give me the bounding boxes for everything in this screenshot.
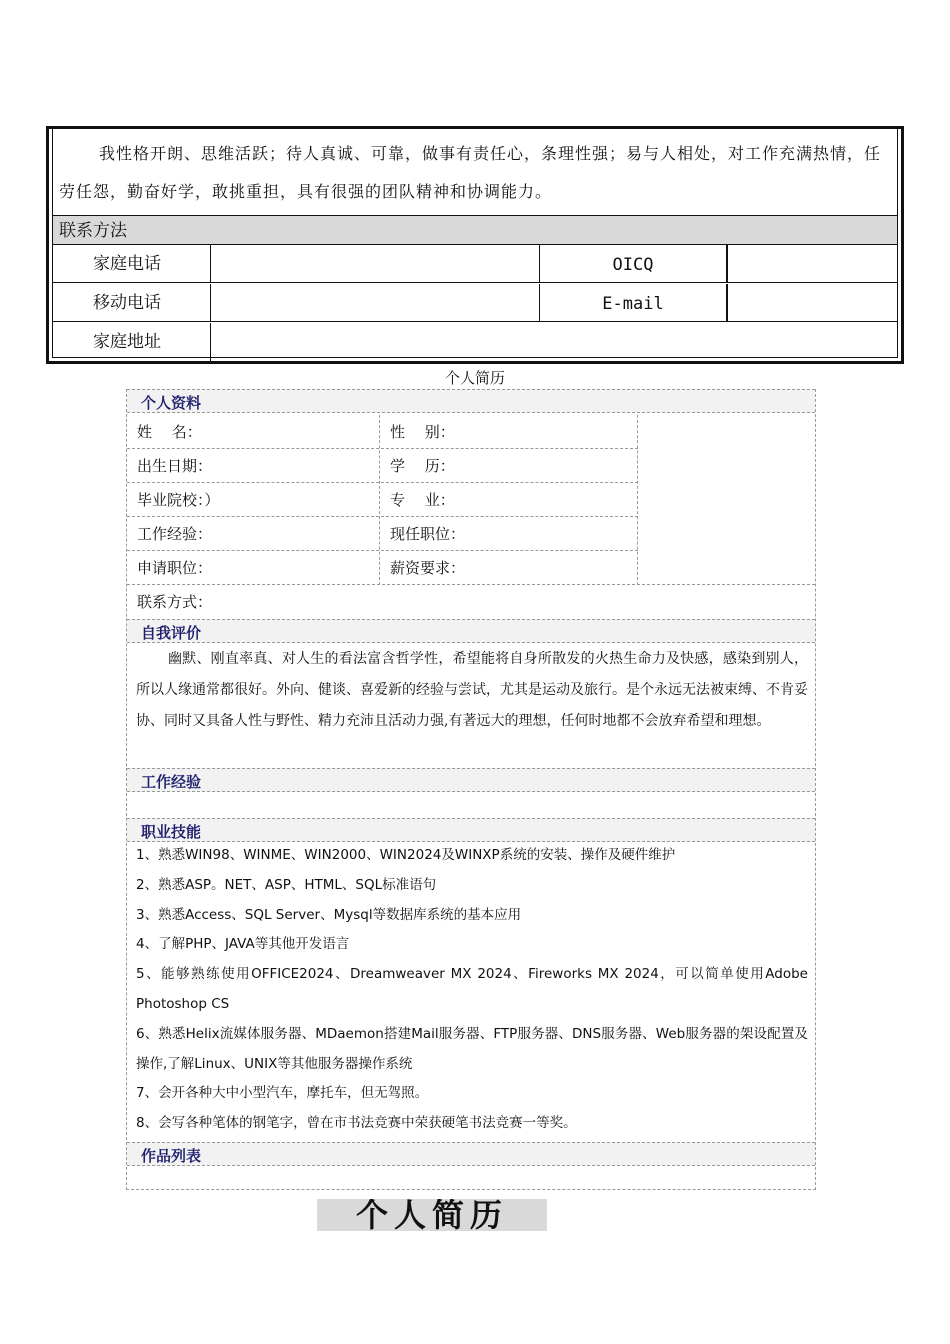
home-phone-value[interactable] <box>211 245 540 282</box>
section-skills <box>127 818 815 842</box>
contact-row-address <box>53 323 897 361</box>
contact-row-mobile <box>53 284 897 322</box>
resume-title: 个人简历 <box>444 369 505 387</box>
section-works-title: 作品列表 <box>141 1147 202 1165</box>
self-intro-contact-inner <box>52 129 898 358</box>
contact-row-home-phone <box>53 245 897 283</box>
home-address-value[interactable] <box>211 323 901 361</box>
home-address-label: 家庭地址 <box>53 323 211 361</box>
oicq-label: OICQ <box>540 245 727 282</box>
work-experience-content[interactable] <box>127 792 815 818</box>
contact-section-header: 联系方法 <box>53 215 897 245</box>
work-experience-field[interactable]: 工作经验： <box>137 525 213 543</box>
email-value[interactable] <box>727 284 901 321</box>
column-divider <box>379 415 380 585</box>
resume-banner-title: 个人简历 <box>317 1199 547 1231</box>
list-item: 4、了解PHP、JAVA等其他开发语言 <box>136 936 350 953</box>
list-item: 5、能够熟练使用OFFICE2024、Dreamweaver MX 2024、Fireworks MX 2024，可以简单使用Adobe Photoshop CS <box>136 966 808 1012</box>
list-item: 3、熟悉Access、SQL Server、Mysql等数据库系统的基本应用 <box>136 906 522 923</box>
list-item: 8、会写各种笔体的钢笔字，曾在市书法竞赛中荣获硬笔书法竞赛一等奖。 <box>136 1115 577 1132</box>
mobile-phone-label: 移动电话 <box>53 284 211 321</box>
section-works <box>127 1142 815 1166</box>
home-phone-label: 家庭电话 <box>53 245 211 282</box>
gender-field[interactable]: 性 别： <box>390 423 455 441</box>
self-intro-text: 我性格开朗、思维活跃；待人真诚、可靠，做事有责任心，条理性强；易与人相处，对工作充满热情，任劳任怨，勤奋好学，敢挑重担，具有很强的团队精神和协调能力。 <box>59 144 882 201</box>
field-row <box>127 483 638 517</box>
field-row <box>127 517 638 551</box>
works-list-content[interactable] <box>127 1166 815 1188</box>
self-intro-contact-table <box>46 126 904 364</box>
name-field[interactable]: 姓 名： <box>137 423 202 441</box>
list-item: 6、熟悉Helix流媒体服务器、MDaemon搭建Mail服务器、FTP服务器、DNS服务器、Web服务器的架设配置及操作,了解Linux、UNIX等其他服务器操作系统 <box>136 1025 808 1072</box>
self-evaluation-text: 幽默、刚直率真、对人生的看法富含哲学性，希望能将自身所散发的火热生命力及快感，感染到别人，所以人缘通常都很好。外向、健谈、喜爱新的经验与尝试，尤其是运动及旅行。是个永远无法被束缚、不肯妥协、同时又具备人性与野性、精力充沛且活动力强,有著远大的理想，任何时地都不会放弃希望和理想。 <box>136 651 808 729</box>
section-skills-title: 职业技能 <box>141 823 202 841</box>
mobile-phone-value[interactable] <box>211 284 540 321</box>
section-personal-info-title: 个人资料 <box>141 394 202 412</box>
section-work-experience-title: 工作经验 <box>141 773 202 791</box>
email-label: E-mail <box>540 284 727 321</box>
birth-date-field[interactable]: 出生日期： <box>137 457 213 475</box>
current-position-field[interactable]: 现任职位： <box>390 525 466 543</box>
section-self-evaluation-title: 自我评价 <box>141 624 202 642</box>
apply-position-field[interactable]: 申请职位： <box>137 559 213 577</box>
list-item: 2、熟悉ASP。NET、ASP、HTML、SQL标准语句 <box>136 876 437 893</box>
list-item: 1、熟悉WIN98、WINME、WIN2000、WIN2024及WINXP系统的安装、操作及硬件维护 <box>136 847 676 863</box>
field-row <box>127 585 815 619</box>
education-field[interactable]: 学 历： <box>390 457 455 475</box>
salary-field[interactable]: 薪资要求： <box>390 559 466 577</box>
photo-placeholder[interactable] <box>638 415 815 584</box>
field-row <box>127 449 638 483</box>
major-field[interactable]: 专 业： <box>390 491 455 509</box>
contact-method-field[interactable]: 联系方式： <box>137 593 213 611</box>
skills-list <box>136 841 808 1139</box>
oicq-value[interactable] <box>727 245 901 282</box>
school-field[interactable]: 毕业院校：） <box>137 491 220 509</box>
field-row <box>127 415 638 449</box>
section-work-experience <box>127 768 815 792</box>
list-item: 7、会开各种大中小型汽车，摩托车，但无驾照。 <box>136 1085 429 1102</box>
section-self-evaluation <box>127 619 815 643</box>
section-personal-info <box>127 389 815 413</box>
resume-form <box>126 389 816 1190</box>
